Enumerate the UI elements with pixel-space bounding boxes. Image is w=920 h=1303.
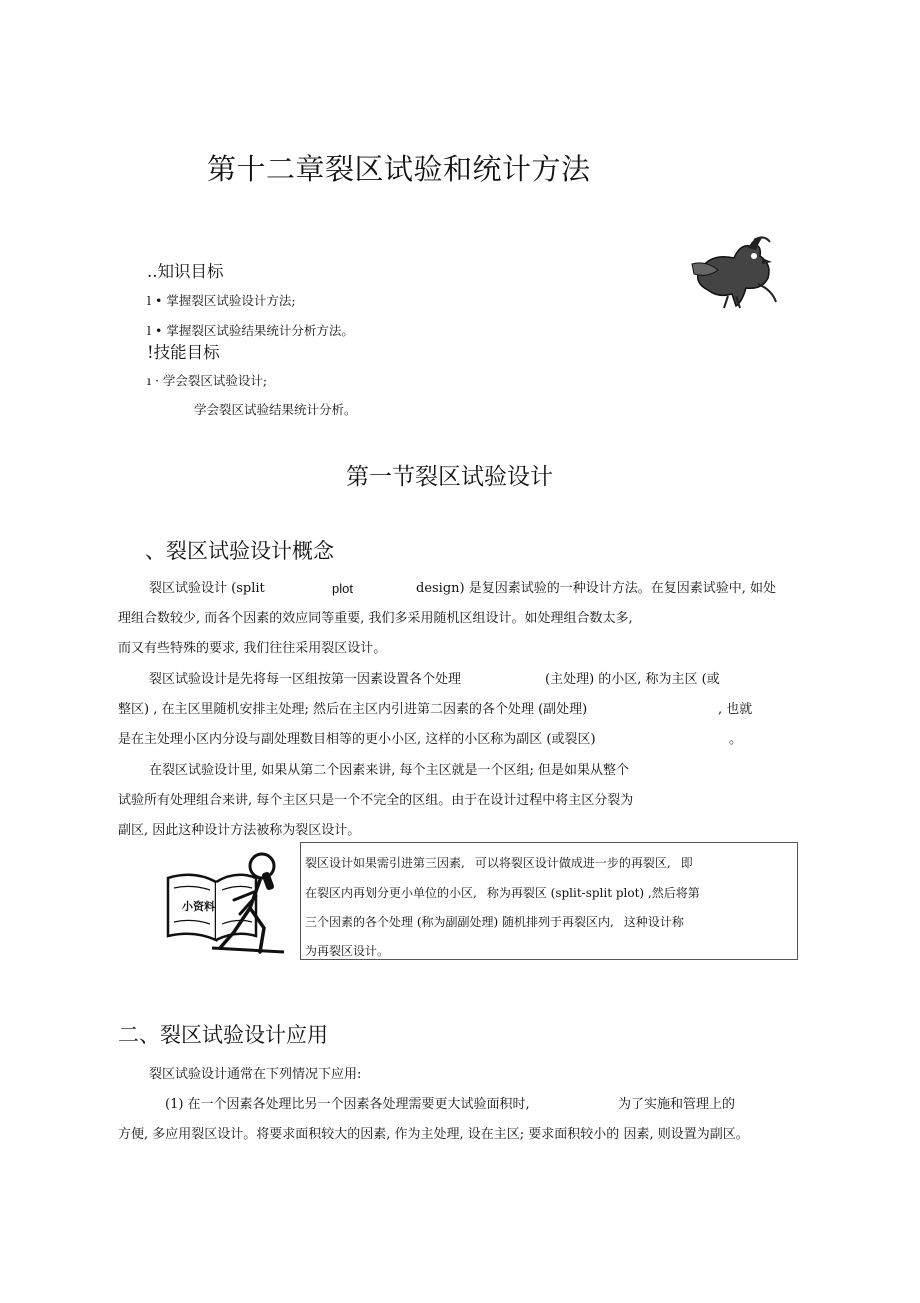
chapter-title: 第十二章裂区试验和统计方法 [207,152,591,186]
note-line: 三个因素的各个处理 (称为副副处理) 随机排列于再裂区内, 这种设计称 [305,915,684,929]
paragraph-line: 。 [729,732,743,747]
skill-objectives-heading: !技能目标 [147,343,220,362]
section-title: 第一节裂区试验设计 [346,464,553,490]
paragraph-line: (主处理) 的小区, 称为主区 (或 [545,672,720,687]
paragraph-line: , 也就 [718,702,753,717]
knowledge-objectives-heading: ..知识目标 [147,262,224,281]
subsection-heading: 、裂区试验设计概念 [145,539,334,563]
paragraph-line: 方便, 多应用裂区设计。将要求面积较大的因素, 作为主处理, 设在主区; 要求面积较小的 因素, 则设置为副区。 [118,1127,749,1142]
paragraph-line: 整区) , 在主区里随机安排主处理; 然后在主区内引进第二因素的各个处理 (副处理) [118,702,588,717]
note-line: 在裂区内再划分更小单位的小区, 称为再裂区 (split-split plot) ,然后将第 [305,886,700,900]
paragraph-line: design) 是复因素试验的一种设计方法。在复因素试验中, 如处 [416,581,777,596]
paragraph-line: 是在主处理小区内分设与副处理数目相等的更小小区, 这样的小区称为副区 (或裂区) [118,732,596,747]
subsection-heading: 二、裂区试验设计应用 [118,1023,328,1047]
paragraph-line: 在裂区试验设计里, 如果从第二个因素来讲, 每个主区就是一个区组; 但是如果从整个 [149,763,630,778]
skill-item: ı · 学会裂区试验设计; [147,373,268,388]
reading-stick-figure-icon [164,852,300,960]
paragraph-line: (1) 在一个因素各处理比另一个因素各处理需要更大试验面积时, [165,1097,530,1112]
note-badge: 小资料 [182,900,215,913]
paragraph-line: 裂区试验设计通常在下列情况下应用: [149,1067,362,1082]
knowledge-item: l • 掌握裂区试验结果统计分析方法。 [147,323,354,338]
paragraph-line: 试验所有处理组合来讲, 每个主区只是一个不完全的区组。由于在设计过程中将主区分裂为 [118,793,634,808]
skill-item: 学会裂区试验结果统计分析。 [194,402,357,417]
paragraph-line: 而又有些特殊的要求, 我们往往采用裂区设计。 [118,641,387,656]
paragraph-line: plot [332,581,353,596]
note-box [300,842,798,960]
paragraph-line: 副区, 因此这种设计方法被称为裂区设计。 [118,823,361,838]
paragraph-line: 理组合数较少, 而各个因素的效应同等重要, 我们多采用随机区组设计。如处理组合数太多, [118,611,633,626]
paragraph-line: 裂区试验设计 (split [149,581,265,596]
bird-illustration [688,234,780,310]
paragraph-line: 为了实施和管理上的 [618,1097,736,1112]
knowledge-item: l • 掌握裂区试验设计方法; [147,293,296,308]
note-line: 裂区设计如果需引进第三因素, 可以将裂区设计做成进一步的再裂区, 即 [305,856,693,870]
note-line: 为再裂区设计。 [305,944,390,958]
paragraph-line: 裂区试验设计是先将每一区组按第一因素设置各个处理 [149,672,462,687]
